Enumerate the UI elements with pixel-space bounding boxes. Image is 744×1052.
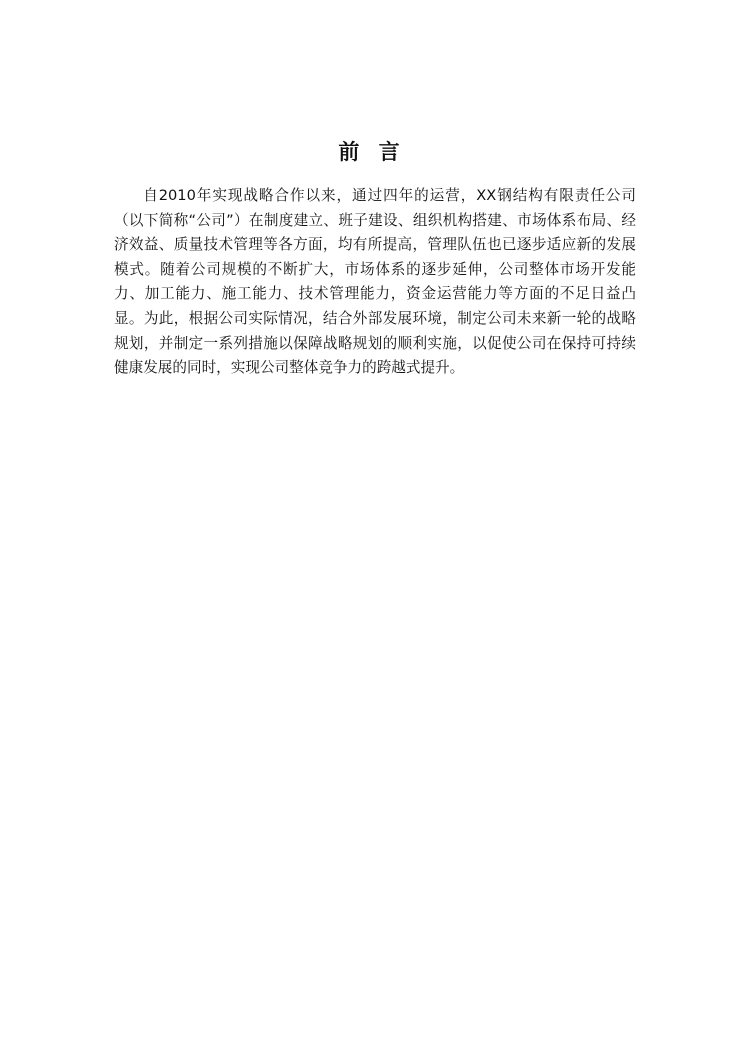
body-paragraph: 自2010年实现战略合作以来，通过四年的运营，XX钢结构有限责任公司（以下简称“公司”）在制度建立、班子建设、组织机构搭建、市场体系布局、经济效益、质量技术管理等各方面，均有所提高，管理队伍也已逐步适应新的发展模式。随着公司规模的不断扩大，市场体系的逐步延伸，公司整体市场开发能力、加工能力、施工能力、技术管理能力，资金运营能力等方面的不足日益凸显。为此，根据公司实际情况，结合外部发展环境，制定公司未来新一轮的战略规划，并制定一系列措施以保障战略规划的顺利实施，以促使公司在保持可持续健康发展的同时，实现公司整体竞争力的跨越式提升。	[114, 187, 636, 377]
page-title: 前 言	[338, 140, 406, 164]
